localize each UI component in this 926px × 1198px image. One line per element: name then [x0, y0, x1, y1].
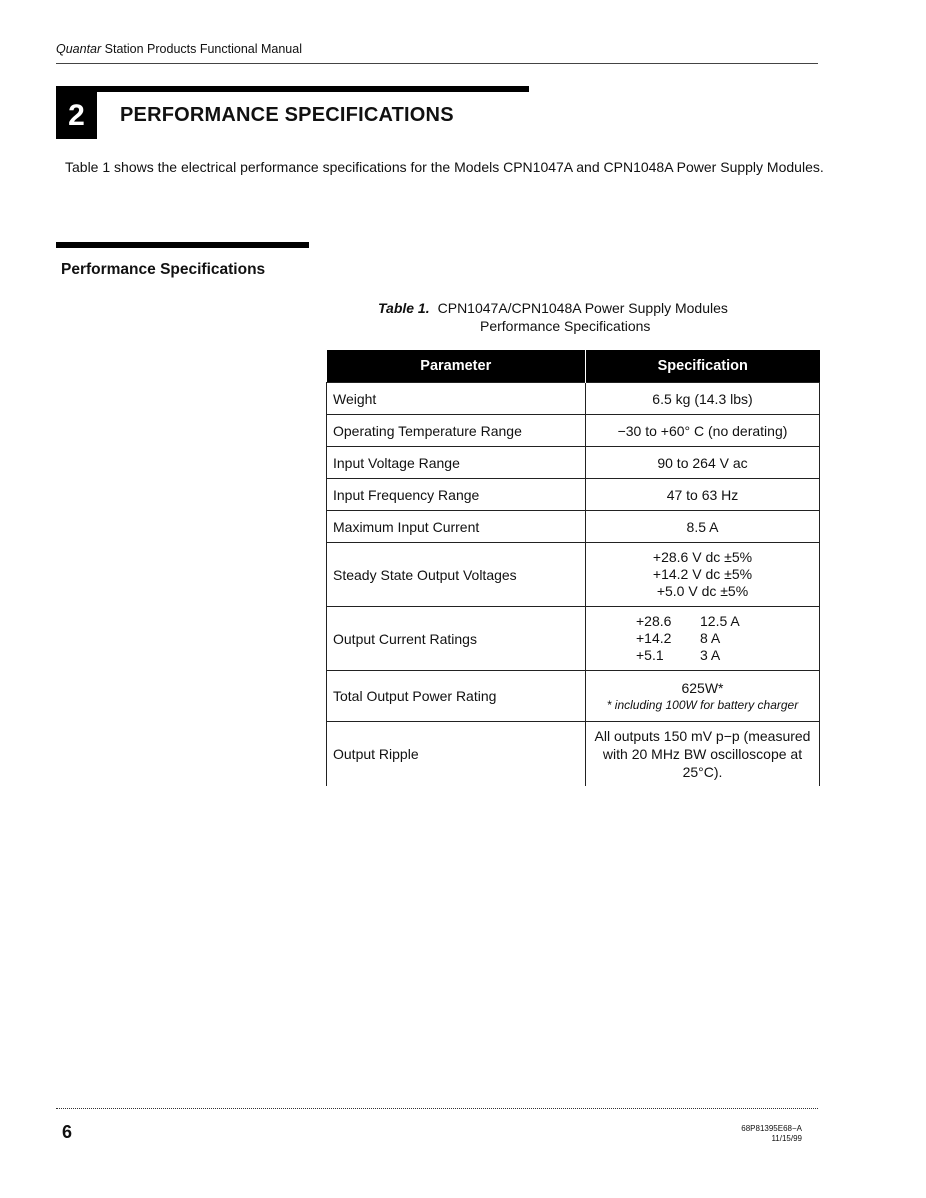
header-rule [56, 63, 818, 64]
running-header [56, 42, 302, 56]
section-bar [56, 242, 309, 248]
table-row [327, 543, 820, 607]
power-rating: 625W* [681, 679, 724, 696]
param-cell: Input Frequency Range [327, 479, 586, 511]
current-amps: 3 A [700, 647, 721, 663]
header-title: Station Products Functional Manual [101, 42, 302, 56]
current-amps: 8 A [700, 630, 721, 646]
chapter-number: 2 [56, 92, 97, 139]
param-cell: Output Ripple [327, 722, 586, 787]
param-cell: Steady State Output Voltages [327, 543, 586, 607]
spec-cell: 47 to 63 Hz [586, 479, 820, 511]
current-voltage: +28.6 [636, 613, 672, 629]
table-row [327, 383, 820, 415]
current-amps: 12.5 A [700, 613, 740, 629]
spec-cell: All outputs 150 mV p−p (measured with 20 MHz BW oscilloscope at 25°C). [586, 722, 820, 787]
table-header-row [327, 350, 820, 383]
spec-table [326, 350, 820, 786]
caption-line-2: Performance Specifications [480, 318, 651, 334]
param-cell: Weight [327, 383, 586, 415]
table-row [327, 671, 820, 722]
spec-cell [586, 671, 820, 722]
caption-label: Table 1. [378, 300, 430, 316]
header-brand: Quantar [56, 42, 102, 56]
voltage-line: +28.6 V dc ±5% [652, 549, 753, 565]
page-number: 6 [62, 1122, 73, 1142]
param-cell: Maximum Input Current [327, 511, 586, 543]
power-footnote: * including 100W for battery charger [606, 697, 799, 712]
section-title: Performance Specifications [61, 261, 266, 278]
table-row [327, 511, 820, 543]
spec-cell: 6.5 kg (14.3 lbs) [586, 383, 820, 415]
doc-number: 68P81395E68−A [741, 1124, 802, 1133]
param-cell: Total Output Power Rating [327, 671, 586, 722]
intro-paragraph: Table 1 shows the electrical performance specifications for the Models CPN1047A and CPN1048A Power Supply Modules. [65, 159, 824, 175]
table-caption [378, 299, 798, 335]
table-row [327, 447, 820, 479]
doc-date: 11/15/99 [771, 1134, 802, 1143]
header-parameter: Parameter [327, 350, 586, 383]
current-voltage: +5.1 [636, 647, 664, 663]
table-row [327, 607, 820, 671]
chapter-title: PERFORMANCE SPECIFICATIONS [120, 104, 454, 126]
param-cell: Operating Temperature Range [327, 415, 586, 447]
spec-cell: 8.5 A [586, 511, 820, 543]
voltage-line: +14.2 V dc ±5% [652, 566, 753, 582]
spec-cell [586, 543, 820, 607]
chapter-bar [56, 86, 529, 92]
table-row [327, 415, 820, 447]
spec-cell [586, 607, 820, 671]
spec-cell: −30 to +60° C (no derating) [586, 415, 820, 447]
document-id [741, 1124, 802, 1144]
param-cell: Input Voltage Range [327, 447, 586, 479]
table-row [327, 479, 820, 511]
current-rating [592, 630, 813, 647]
spec-cell: 90 to 264 V ac [586, 447, 820, 479]
voltage-line: +5.0 V dc ±5% [656, 583, 749, 599]
table-row [327, 722, 820, 787]
header-specification: Specification [586, 350, 820, 383]
param-cell: Output Current Ratings [327, 607, 586, 671]
current-voltage: +14.2 [636, 630, 672, 646]
current-rating [592, 613, 813, 630]
caption-line-1: CPN1047A/CPN1048A Power Supply Modules [437, 300, 728, 316]
footer-rule [56, 1108, 818, 1109]
current-rating [592, 647, 813, 664]
